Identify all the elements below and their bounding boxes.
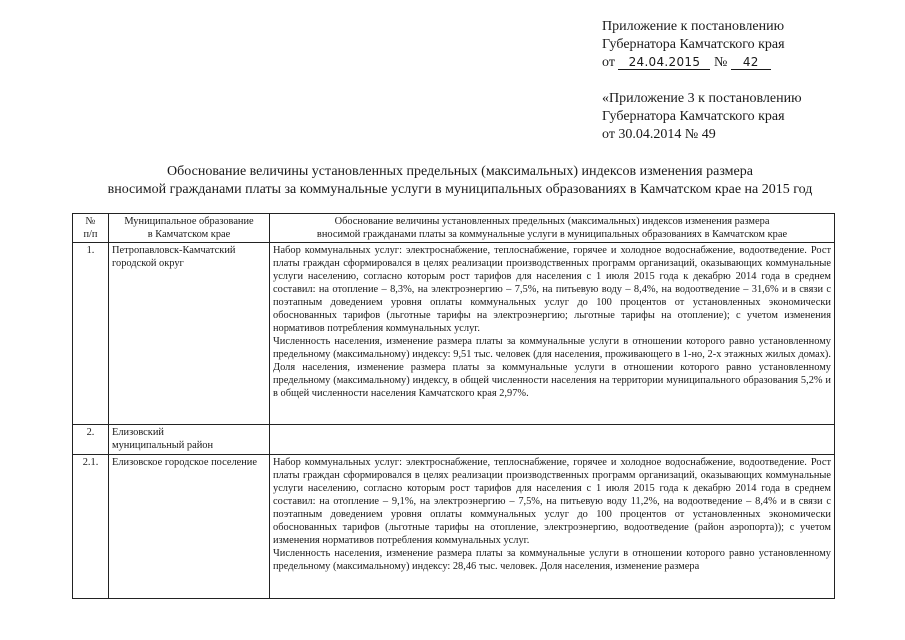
reference-line-2: Губернатора Камчатского края: [602, 109, 785, 124]
appendix-header-date-line: [602, 54, 892, 72]
document-title-line-2: вносимой гражданами платы за коммунальные услуги в муниципальных образованиях в Камчатском крае на 2015 год: [107, 182, 813, 197]
row-justification: [270, 455, 835, 599]
document-title: [30, 163, 890, 199]
row-number: 2.: [73, 425, 109, 455]
row-municipality: [109, 425, 270, 455]
row-justification: [270, 243, 835, 425]
appendix-header: [602, 18, 892, 72]
row-municipality-line-1: Елизовский: [112, 427, 164, 438]
header-number: [73, 214, 109, 243]
header-municipality-line-1: Муниципальное образование: [124, 216, 254, 227]
justification-paragraph: Набор коммунальных услуг: электроснабжение, теплоснабжение, горячее и холодное водоснабжение, водоотведение. Рост платы граждан сформировался в целях реализации производственных программ организаций, оказывающих коммунальные услуги населению, согласно которым рост тарифов для населения с 1 июля 2015 года к декабрю 2014 года в среднем составил: на отопление – 9,1%, на электроэнергию – 7,5%, на питьевую воду 11,2%, на водоотведение – 8,4% и в связи с поэтапным доведением уровня оплаты коммунальных услуг до 100 процентов от установленных экономически обоснованных тарифов (льготные тарифы на отопление, электроэнергию, водоотведение (район аэропорта)); с учетом изменения нормативов потребления коммунальных услуг.: [273, 457, 831, 546]
table-header-row: [73, 214, 835, 243]
header-justification-line-1: Обоснование величины установленных предельных (максимальных) индексов изменения размера: [334, 216, 770, 227]
row-number: 1.: [73, 243, 109, 425]
reference-line-3: от 30.04.2014 № 49: [602, 127, 716, 142]
justification-paragraph: Набор коммунальных услуг: электроснабжение, теплоснабжение, горячее и холодное водоснабжение, водоотведение. Рост платы граждан сформировался в целях реализации производственных программ организаций, оказывающих коммунальные услуги населению, согласно которым рост тарифов для населения с 1 июля 2015 года к декабрю 2014 года в среднем составил: на отопление – 8,3%, на электроэнергию – 7,5%, на питьевую воду – 8,4%, на водоотведение – 31,6% и в связи с поэтапным доведением уровня оплаты коммунальных услуг до 100 процентов от установленных экономически обоснованных тарифов (льготные тарифы на электроэнергию; льготные тарифы на отопление); с учетом изменения нормативов потребления коммунальных услуг.: [273, 245, 831, 334]
row-municipality-line-2: муниципальный район: [112, 440, 214, 451]
number-label: №: [713, 55, 728, 70]
row-municipality: Елизовское городское поселение: [109, 455, 270, 599]
justification-table: [72, 213, 835, 599]
row-number: 2.1.: [73, 455, 109, 599]
header-justification: [270, 214, 835, 243]
row-justification-empty: [270, 425, 835, 455]
handwritten-date: 24.04.2015: [618, 55, 710, 70]
header-justification-line-2: вносимой гражданами платы за коммунальные услуги в муниципальных образованиях в Камчатском крае: [316, 229, 788, 240]
reference-line-1: «Приложение 3 к постановлению: [602, 91, 802, 106]
justification-paragraph: Численность населения, изменение размера платы за коммунальные услуги в отношении которого равно установленному предельному (максимальному) индексу: 9,51 тыс. человек (для населения, проживающего в 1-но, 2-х этажных жилых домах). Доля населения, изменение размера платы за коммунальные услуги в отношении которого равно установленному предельному (максимальному) индексу, в общей численности населения на территории муниципального образования 5,2% и в общей численности населения Камчатского края 2,97%.: [273, 336, 831, 399]
original-appendix-reference: [602, 90, 892, 144]
table-row: [73, 243, 835, 425]
table-row: [73, 425, 835, 455]
header-number-line-1: №: [85, 216, 96, 227]
document-title-line-1: Обоснование величины установленных предельных (максимальных) индексов изменения размера: [167, 164, 753, 179]
appendix-header-line-2: Губернатора Камчатского края: [602, 37, 785, 52]
header-municipality: [109, 214, 270, 243]
header-municipality-line-2: в Камчатском крае: [147, 229, 231, 240]
header-number-line-2: п/п: [83, 229, 98, 240]
from-label: от: [602, 55, 615, 70]
table-row: [73, 455, 835, 599]
row-municipality: Петропавловск-Камчатский городской округ: [109, 243, 270, 425]
appendix-header-line-1: Приложение к постановлению: [602, 19, 785, 34]
handwritten-number: 42: [731, 55, 771, 70]
justification-paragraph: Численность населения, изменение размера платы за коммунальные услуги в отношении которого равно установленному предельному (максимальному) индексу: 28,46 тыс. человек. Доля населения, изменение размера: [273, 548, 831, 572]
